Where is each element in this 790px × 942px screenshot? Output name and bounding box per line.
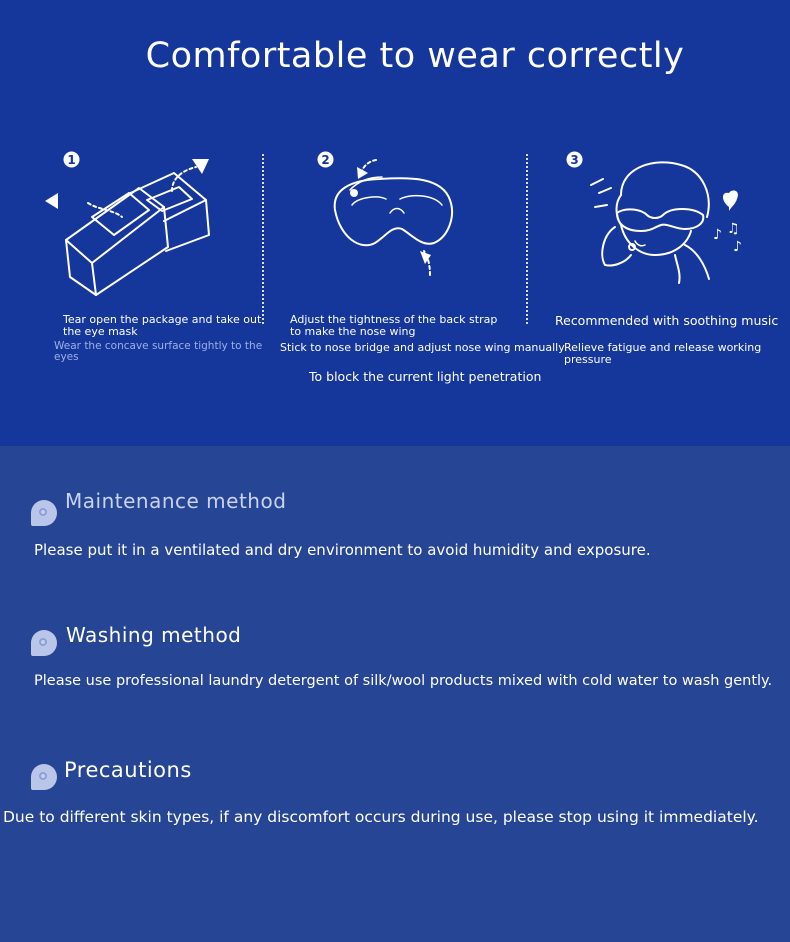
step-divider: [262, 154, 264, 324]
eye-mask-icon: [330, 155, 458, 280]
svg-text:♫: ♫: [727, 221, 740, 237]
section-body: Due to different skin types, if any discomfort occurs during use, please stop using it immediately.: [3, 808, 759, 826]
section-body: Please use professional laundry detergent of silk/wool products mixed with cold water to wash gently.: [34, 673, 773, 689]
svg-text:♪: ♪: [733, 239, 742, 255]
step-number-label: 3: [570, 153, 579, 167]
section-title: Precautions: [64, 758, 192, 782]
step-number-label: 1: [67, 153, 76, 167]
step-number: [566, 151, 583, 172]
step-caption: Tear open the package and take out the eye mask: [63, 313, 262, 338]
section-body: Please put it in a ventilated and dry environment to avoid humidity and exposure.: [34, 541, 651, 559]
section-title: Washing method: [66, 623, 242, 647]
step-note: Relieve fatigue and release working pressure: [564, 341, 762, 366]
page-title: Comfortable to wear correctly: [145, 36, 685, 76]
step-extra: To block the current light penetration: [309, 369, 542, 384]
step-divider: [526, 154, 528, 324]
step-note: Stick to nose bridge and adjust nose wing manually: [280, 341, 565, 354]
step-caption: Recommended with soothing music: [555, 313, 779, 328]
package-icon: [44, 155, 214, 300]
step-number-label: 2: [321, 153, 330, 167]
bubble-icon: [31, 630, 57, 656]
bubble-icon: [31, 764, 57, 790]
step-note: Wear the concave surface tightly to the eyes: [54, 340, 263, 363]
svg-text:♪: ♪: [713, 227, 722, 243]
care-panel: [0, 446, 790, 942]
section-title: Maintenance method: [65, 489, 287, 513]
step-caption: Adjust the tightness of the back strap to make the nose wing: [290, 313, 498, 338]
sleeping-person-icon: [585, 155, 750, 290]
bubble-icon: [31, 500, 57, 526]
